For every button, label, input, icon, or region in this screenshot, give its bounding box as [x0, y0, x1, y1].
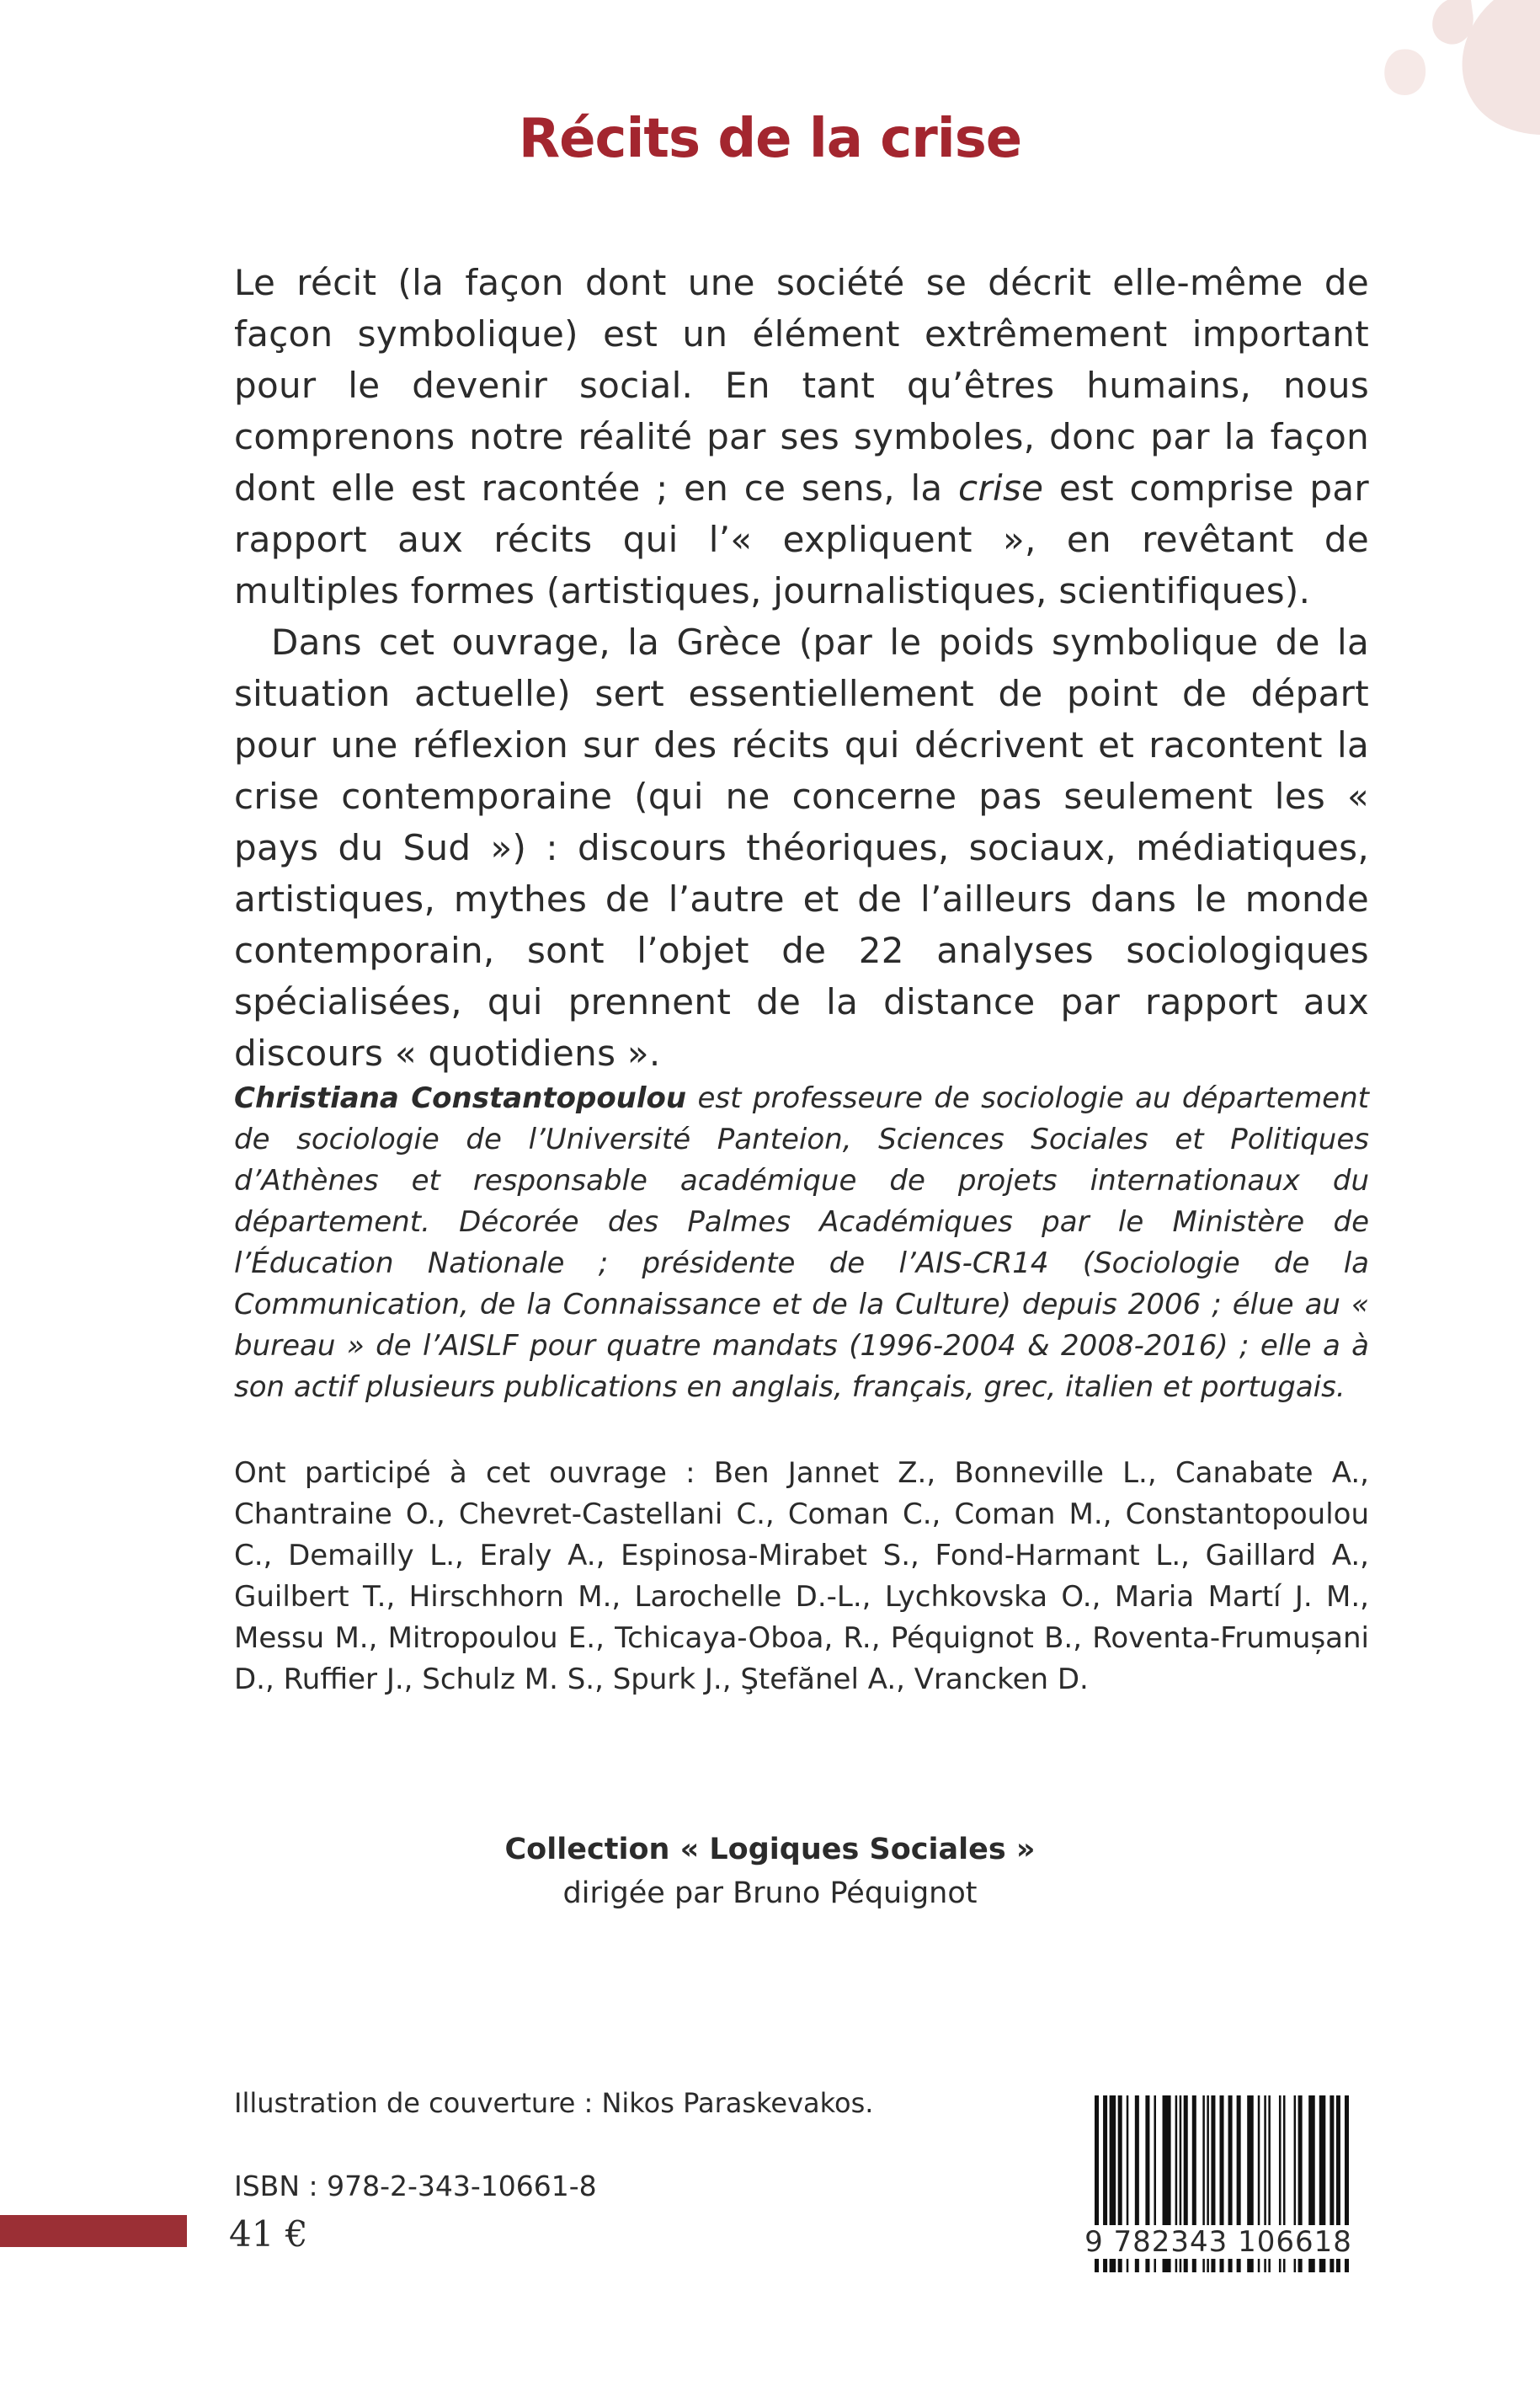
blurb-p1-start: Le récit (la façon dont une société se décrit elle-même de façon symbolique) est un élément extrêmement important pour le devenir social. En tant qu’êtres humains, nous comprenons notre réalité par ses symboles, donc par la façon dont elle est racontée ; en ce sens, la [234, 262, 1369, 509]
collection-block [0, 1828, 1540, 1915]
author-bio [234, 1078, 1369, 1408]
price: 41 € [229, 2213, 308, 2255]
collection-name: Collection « Logiques Sociales » [504, 1833, 1036, 1866]
barcode-digits: 9 782343 106618 [1079, 2225, 1357, 2259]
blurb [234, 257, 1369, 1079]
blurb-paragraph-1 [234, 257, 1369, 617]
accent-bar [0, 2215, 187, 2247]
blurb-emphasis-crise: crise [958, 467, 1044, 509]
contributors-list: Ont participé à cet ouvrage : Ben Jannet Z., Bonneville L., Canabate A., Chantraine O., Chevret-Castellani C., Coman C., Coman M., Constantopoulou C., Demailly L., Eraly A., Espinosa-Mirabet S., Fond-Harmant L., Gaillard A., Guilbert T., Hirschhorn M., Larochelle D.-L., Lychkovska O., Maria Martí J. M., Messu M., Mitropoulou E., Tchicaya-Oboa, R., Péquignot B., Roventa-Frumușani D., Ruffier J., Schulz M. S., Spurk J., Ştefănel A., Vrancken D. [234, 1456, 1369, 1696]
blurb-paragraph-2: Dans cet ouvrage, la Grèce (par le poids symbolique de la situation actuelle) sert essentiellement de point de départ pour une réflexion sur des récits qui décrivent et racontent la crise contemporaine (qui ne concerne pas seulement les « pays du Sud ») : discours théoriques, sociaux, médiatiques, artistiques, mythes de l’autre et de l’ailleurs dans le monde contemporain, sont l’objet de 22 analyses sociologiques spécialisées, qui prennent de la distance par rapport aux discours « quotidiens ». [234, 622, 1369, 1074]
author-bio-text: est professeure de sociologie au département de sociologie de l’Université Panteion, Sciences Sociales et Politiques d’Athènes et responsable académique de projets internationaux du département. Décorée des Palmes Académiques par le Ministère de l’Éducation Nationale ; présidente de l’AIS-CR14 (Sociologie de la Communication, de la Connaissance et de la Culture) depuis 2006 ; élue au « bureau » de l’AISLF pour quatre mandats (1996-2004 & 2008-2016) ; elle a à son actif plusieurs publications en anglais, français, grec, italien et portugais. [234, 1081, 1369, 1404]
author-name: Christiana Constantopoulou [234, 1081, 687, 1115]
blurb-p1-end: est comprise par rapport aux récits qui l’« expliquent », en revêtant de multiples formes (artistiques, journalistiques, scientifiques). [234, 467, 1369, 611]
isbn: ISBN : 978-2-343-10661-8 [234, 2170, 597, 2202]
book-title: Récits de la crise [518, 108, 1022, 170]
collection-director: dirigée par Bruno Péquignot [562, 1876, 978, 1910]
illustration-credit: Illustration de couverture : Nikos Paraskevakos. [234, 2087, 874, 2119]
